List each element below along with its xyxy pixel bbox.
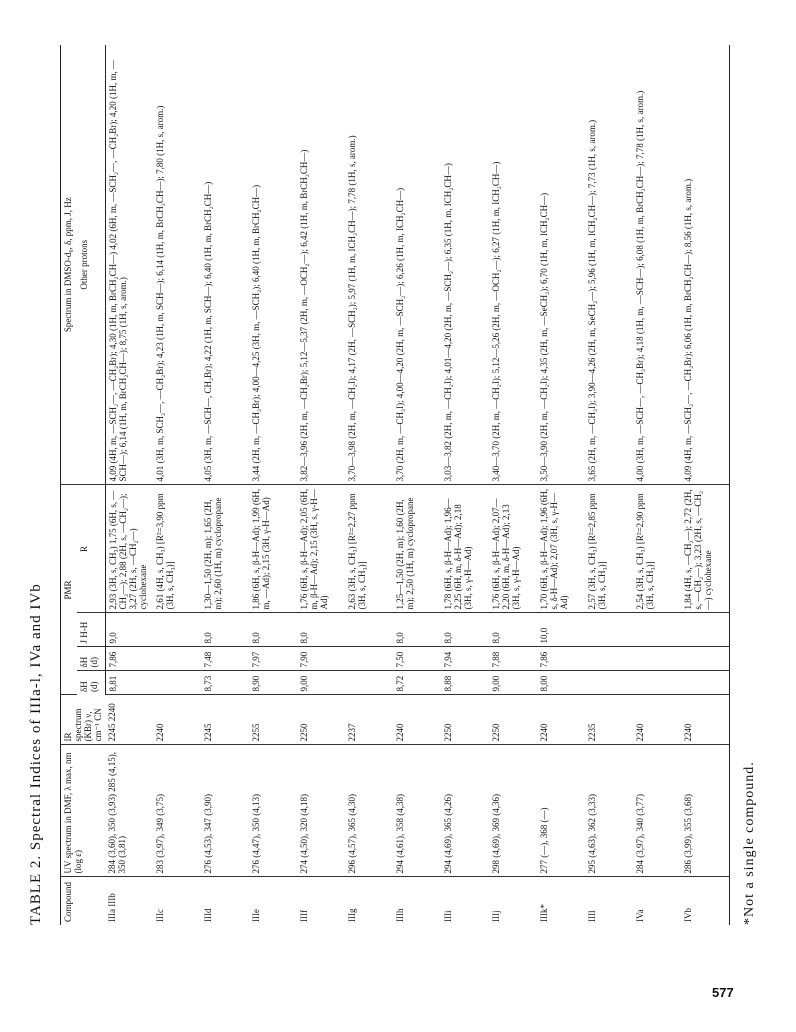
r-cell: 1,78 (6H, s, β-H—Ad); 1,96—2,25 (6H, m, δ-H—Ad); 2,18 (3H, s, γ-H—Ad) — [441, 485, 489, 613]
rotated-table-sheet — [28, 45, 768, 925]
other-cell: 4,05 (3H, m, —SCH—, CH₂Br); 4,22 (1H, m, SCH—); 6,40 (1H, m, BrCH₂CH—) — [201, 45, 249, 485]
dh2-cell: 7,88 — [489, 647, 537, 671]
table-row — [153, 45, 201, 925]
uv-cell: 284 (3,60), 350 (3,93) 285 (4,15), 350 (3,81) — [105, 745, 153, 877]
r-cell: 2,54 (3H, s, CH₃) [R²=2,90 ppm (3H, s, CH₃)] — [633, 485, 681, 613]
r-cell: 1,84 (4H, s, —CH₂—); 2,72 (2H, s, —CH₂—); 3,23 (2H, s, —CH₂—) cyclohexane — [681, 485, 729, 613]
header-spectrum-dmso: Spectrum in DMSO-d₆, δ, ppm, J, Hz — [61, 45, 78, 485]
ir-cell: 2240 — [537, 695, 585, 745]
r-cell: 2,57 (3H, s, CH₃) [R²=2,85 ppm (3H, s, CH₃)] — [585, 485, 633, 613]
uv-cell: 296 (4,57), 365 (4,30) — [345, 745, 393, 877]
dh-cell — [633, 671, 681, 695]
ir-cell: 2235 — [585, 695, 633, 745]
header-dh2: δH (d) — [77, 647, 105, 671]
ir-cell: 2240 — [153, 695, 201, 745]
dh2-cell — [633, 647, 681, 671]
spectral-table — [60, 45, 730, 925]
ir-cell: 2250 — [441, 695, 489, 745]
header-j: J H-H — [77, 613, 105, 647]
table-row — [585, 45, 633, 925]
dh-cell: 8,81 — [105, 671, 153, 695]
compound-cell: IIIg — [347, 908, 357, 922]
r-cell: 2,63 (3H, s, CH₃) [R²=2,27 ppm (3H, s, CH₃)] — [345, 485, 393, 613]
other-cell: 4,01 (3H, m, SCH₂—, —CH₂Br); 4,23 (1H, m, SCH—); 6,14 (1H, m, BrCH₂CH—); 7,80 (1H, s, arom.) — [153, 45, 201, 485]
other-cell: 3,40—3,70 (2H, m, —CH₂I); 5,12—5,26 (2H, m, —OCH₂—); 6,27 (1H, m, ICH₂CH—) — [489, 45, 537, 485]
header-compound: Compound — [61, 877, 106, 925]
dh-cell — [345, 671, 393, 695]
dh-cell — [153, 671, 201, 695]
other-cell: 3,44 (2H, m, —CH₂Br); 4,00—4,25 (3H, m, —SCH₂); 6,40 (1H, m, BrCH₂CH—) — [249, 45, 297, 485]
other-cell: 3,03—3,82 (2H, m, —CH₂I); 4,01—4,20 (2H, m, —SCH₂—); 6,35 (1H, m, ICH₂CH—) — [441, 45, 489, 485]
compound-cell: IIIi — [443, 910, 453, 922]
header-dh: δH (d) — [77, 671, 105, 695]
other-cell: 3,70 (2H, m, —CH₂I); 4,00—4,20 (2H, m, —SCH₂—); 6,26 (1H, m, ICH₂CH—) — [393, 45, 441, 485]
uv-cell: 286 (3,99), 355 (3,68) — [681, 745, 729, 877]
compound-cell: IIIe — [251, 909, 261, 922]
table-row — [681, 45, 729, 925]
dh2-cell: 7,97 — [249, 647, 297, 671]
dh2-cell: 7,50 — [393, 647, 441, 671]
uv-cell: 277 (—), 368 (—) — [537, 745, 585, 877]
other-cell: 4,00 (3H, m, —SCH—, —CH₂Br); 4,18 (1H, m, —SCH—); 6,08 (1H, m, BrCH₂CH—); 7,78 (1H, s, arom.) — [633, 45, 681, 485]
j-cell: 9,0 — [105, 613, 153, 647]
footnote: *Not a single compound. — [742, 761, 757, 925]
table-row — [489, 45, 537, 925]
r-cell: 1,76 (6H, s, β-H—Ad); 2,05 (6H, m, β-H—Ad); 2,15 (3H, s, γ-H—Ad) — [297, 485, 345, 613]
dh2-cell: 7,86 — [537, 647, 585, 671]
header-uv: UV spectrum in DMF, λ max, nm (log ε) — [61, 745, 106, 877]
compound-cell: IVa — [635, 909, 645, 922]
dh-cell: 8,73 — [201, 671, 249, 695]
j-cell: 8,0 — [489, 613, 537, 647]
j-cell: 8,0 — [393, 613, 441, 647]
table-row — [249, 45, 297, 925]
dh-cell: 8,88 — [441, 671, 489, 695]
j-cell — [153, 613, 201, 647]
dh2-cell — [345, 647, 393, 671]
table-row — [633, 45, 681, 925]
dh-cell: 8,00 — [537, 671, 585, 695]
header-pmr: PMR — [61, 485, 78, 695]
ir-cell: 2237 — [345, 695, 393, 745]
ir-cell: 2240 — [393, 695, 441, 745]
dh2-cell: 7,48 — [201, 647, 249, 671]
r-cell: 1,30—1,50 (2H, m); 1,65 (2H, m); 2,60 (1H, m) cyclopropane — [201, 485, 249, 613]
table-row — [297, 45, 345, 925]
other-cell: 4,09 (4H, m, —SCH₂—, —CH₂Br); 4,30 (1H, m, BrCH₂CH—) 4,02 (6H, m, —SCH₂—, —CH₂Br); 4,20 (1H, m, —SCH—); 6,14 (1H, m, BrCH₂CH—); 8,75 (1H, s, arom.) — [105, 45, 153, 485]
dh-cell: 9,00 — [489, 671, 537, 695]
compound-cell: IIIf — [299, 910, 309, 922]
compound-cell: IVb — [681, 877, 729, 925]
table-row — [201, 45, 249, 925]
uv-cell: 294 (4,61), 358 (4,38) — [393, 745, 441, 877]
ir-cell: 2250 — [489, 695, 537, 745]
dh-cell: 8,90 — [249, 671, 297, 695]
j-cell: 8,0 — [297, 613, 345, 647]
ir-cell: 2245 2240 — [105, 695, 153, 745]
dh-cell: 8,72 — [393, 671, 441, 695]
j-cell: 8,0 — [441, 613, 489, 647]
dh2-cell — [585, 647, 633, 671]
header-r: R — [77, 485, 105, 613]
dh2-cell — [681, 647, 729, 671]
r-cell: 1,76 (6H, s, β-H—Ad); 2,07—2,20 (6H, m, δ-H—Ad); 2,13 (3H, s, γ-H—Ad) — [489, 485, 537, 613]
dh2-cell: 7,90 — [297, 647, 345, 671]
uv-cell: 284 (3,97), 340 (3,77) — [633, 745, 681, 877]
other-cell: 4,09 (4H, m, —SCH₂—, —CH₂Br); 6,06 (1H, m, BrCH₂CH—); 8,56 (1H, s, arom.) — [681, 45, 729, 485]
table-caption: TABLE 2. Spectral Indices of IIIa-l, IVa and IVb — [28, 583, 44, 925]
table-row — [393, 45, 441, 925]
dh-cell — [585, 671, 633, 695]
r-cell: 1,70 (6H, s, β-H—Ad); 1,96 (6H, s, δ-H—Ad); 2,07 (3H, s, γ-H—Ad) — [537, 485, 585, 613]
compound-cell: IIIa IIIb — [107, 893, 117, 922]
ir-cell: 2245 — [201, 695, 249, 745]
table-row — [441, 45, 489, 925]
ir-cell: 2240 — [633, 695, 681, 745]
compound-cell: IIIh — [395, 908, 405, 922]
r-cell: 2,61 (4H, s, CH₃) [R²=3,90 ppm (3H, s, CH₃)] — [153, 485, 201, 613]
ir-cell: 2255 — [249, 695, 297, 745]
uv-cell: 295 (4,63), 362 (3,33) — [585, 745, 633, 877]
other-cell: 3,82—3,96 (2H, m, —CH₂Br); 5,12—5,37 (2H, m, —OCH₂—); 6,42 (1H, m, BrCH₂CH—) — [297, 45, 345, 485]
table-row — [105, 45, 153, 925]
page-number: 577 — [712, 985, 734, 1000]
j-cell — [345, 613, 393, 647]
uv-cell: 276 (4,53), 347 (3,90) — [201, 745, 249, 877]
j-cell: 10,0 — [537, 613, 585, 647]
j-cell — [633, 613, 681, 647]
table-row — [537, 45, 585, 925]
compound-cell: IIId — [203, 908, 213, 922]
ir-cell: 2240 — [681, 695, 729, 745]
dh-cell — [681, 671, 729, 695]
j-cell — [585, 613, 633, 647]
other-cell: 3,70—3,98 (2H, m, —CH₂I); 4,17 (2H, —SCH₂); 5,97 (1H, m, ICH₂CH—); 7,78 (1H, s, arom.) — [345, 45, 393, 485]
j-cell: 8,0 — [201, 613, 249, 647]
j-cell — [681, 613, 729, 647]
compound-cell: IIIl — [587, 910, 597, 922]
compound-cell: IIIk* — [539, 904, 549, 922]
dh2-cell: 7,94 — [441, 647, 489, 671]
header-ir: IR spectrum (KBr) ν, cm⁻¹ CN — [61, 695, 106, 745]
uv-cell: 298 (4,69), 369 (4,36) — [489, 745, 537, 877]
other-cell: 3,65 (2H, m, —CH₂I); 3,90—4,26 (2H, m, SeCH₂—); 5,96 (1H, m, ICH₂CH—); 7,73 (1H, s, arom.) — [585, 45, 633, 485]
uv-cell: 294 (4,69), 365 (4,26) — [441, 745, 489, 877]
dh2-cell — [153, 647, 201, 671]
r-cell: 1,25—1,50 (2H, m); 1,60 (2H, m); 2,50 (1H, m) cyclopropane — [393, 485, 441, 613]
compound-cell: IIIj — [491, 910, 501, 922]
r-cell: 2,93 (3H, s, CH₃) 1,75 (6H, s, —CH₂—); 2,88 (2H, s, —CH₂—); 3,27 (2H, s, —CH₂—) cyclohexane — [105, 485, 153, 613]
dh2-cell: 7,86 — [105, 647, 153, 671]
header-other: Other protons — [77, 45, 105, 485]
other-cell: 3,50—3,90 (2H, m, —CH₂I); 4,35 (2H, m, —SeCH₂); 6,70 (1H, m, ICH₂CH—) — [537, 45, 585, 485]
dh-cell: 9,00 — [297, 671, 345, 695]
compound-cell: IIIc — [155, 909, 165, 922]
ir-cell: 2250 — [297, 695, 345, 745]
uv-cell: 276 (4,47), 350 (4,13) — [249, 745, 297, 877]
r-cell: 1,86 (6H, s, β-H—Ad); 1,99 (6H, m, —Ad); 2,15 (3H, γ-H—Ad) — [249, 485, 297, 613]
uv-cell: 283 (3,97), 349 (3,75) — [153, 745, 201, 877]
uv-cell: 274 (4,50), 320 (4,18) — [297, 745, 345, 877]
table-row — [345, 45, 393, 925]
j-cell: 8,0 — [249, 613, 297, 647]
